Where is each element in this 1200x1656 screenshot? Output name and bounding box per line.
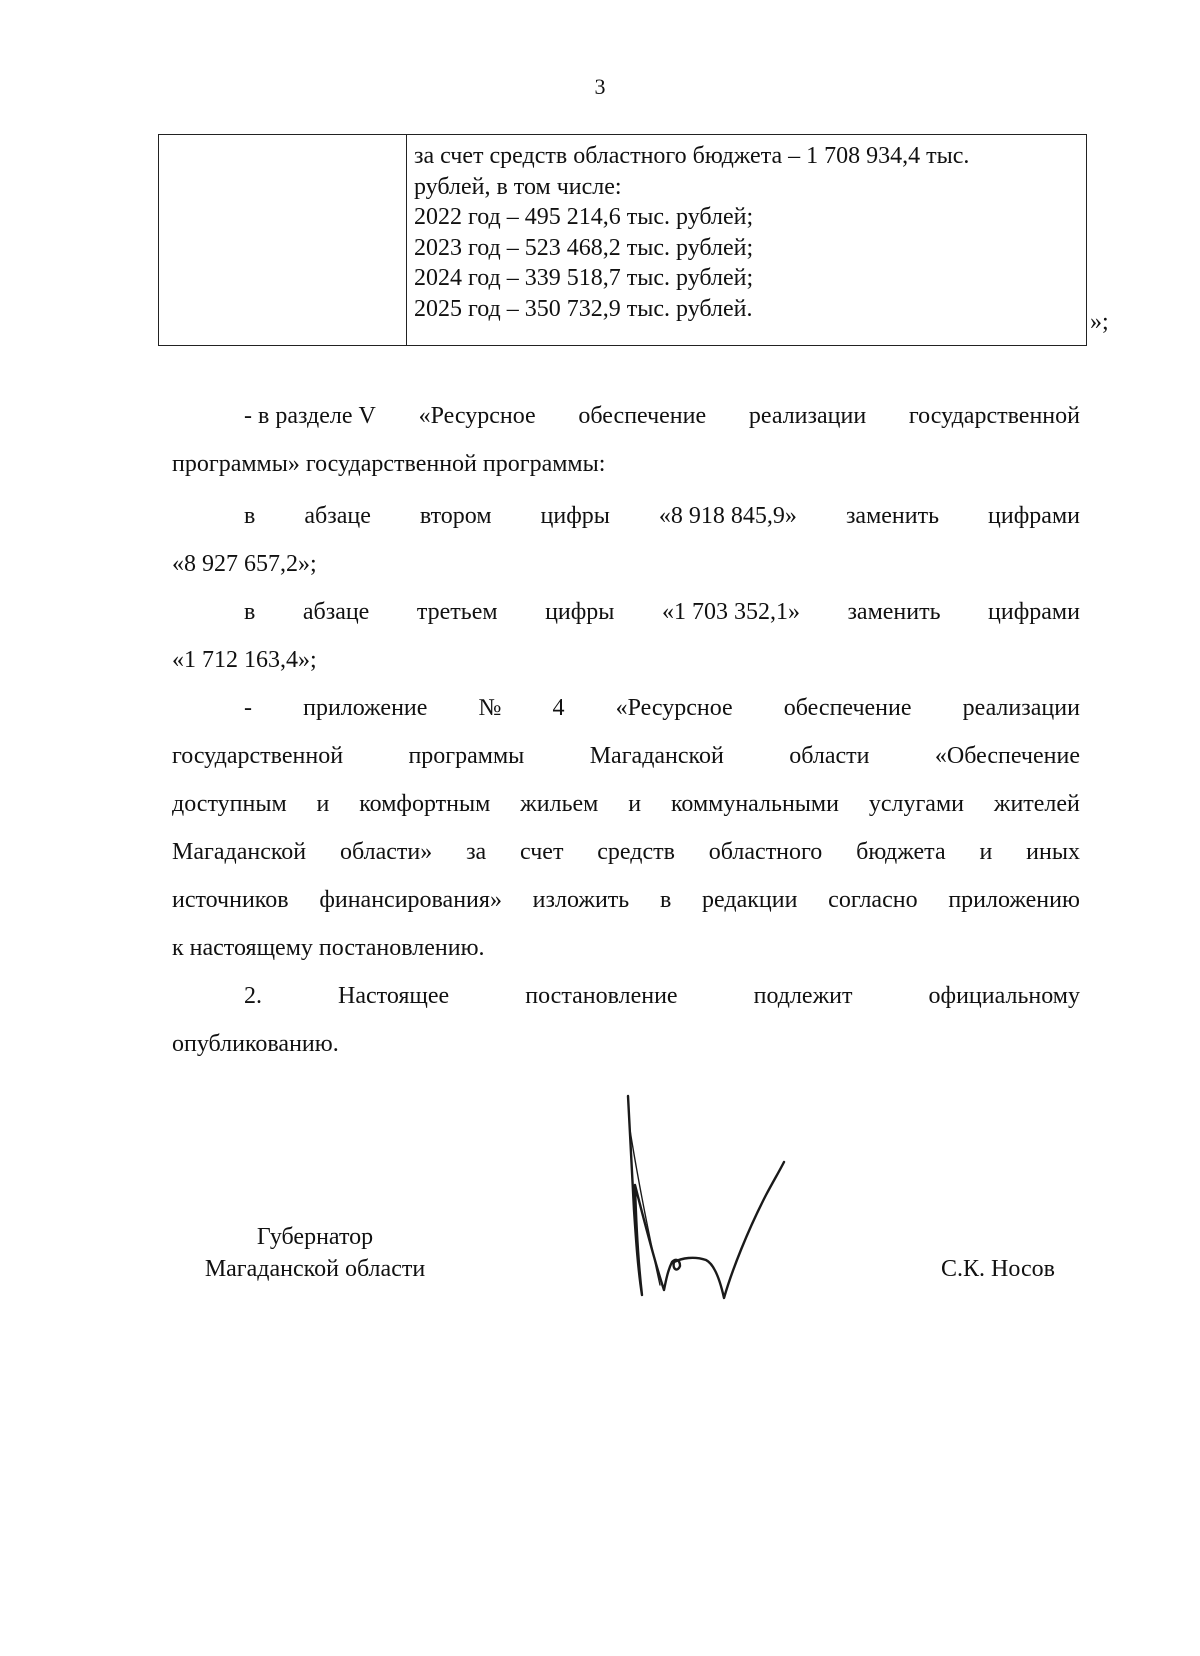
justified-line <box>172 392 1080 440</box>
word: втором <box>419 503 492 529</box>
word: цифрами <box>988 599 1080 625</box>
word: реализации <box>748 403 867 429</box>
signer-position: Губернатор <box>256 1224 374 1250</box>
table-line: рублей, в том числе: <box>414 173 622 200</box>
word: редакции <box>702 887 798 913</box>
justified-line <box>172 492 1080 540</box>
closing-quote: »; <box>1090 309 1109 335</box>
text-line: «8 927 657,2»; <box>172 551 317 577</box>
table-line: за счет средств областного бюджета – 1 708 934,4 тыс. <box>414 143 970 169</box>
word: - <box>244 695 252 721</box>
word: приложение <box>303 695 428 721</box>
word: приложению <box>948 887 1080 913</box>
word: жильем <box>520 791 599 817</box>
word: абзаце <box>304 503 371 529</box>
word: подлежит <box>753 983 853 1009</box>
table-empty-cell <box>159 135 407 345</box>
word: реализации <box>962 695 1080 721</box>
word: области <box>789 743 870 769</box>
word: доступным <box>172 791 287 817</box>
signer-title <box>185 1221 445 1285</box>
word: жителей <box>993 791 1080 817</box>
word: области» <box>339 839 433 865</box>
word: в <box>659 887 672 913</box>
word: заменить <box>845 503 940 529</box>
word: государственной <box>908 403 1080 429</box>
word: Магаданской <box>172 839 307 865</box>
word: программы <box>408 743 525 769</box>
word: «Обеспечение <box>934 743 1080 769</box>
justified-line <box>172 684 1080 732</box>
justified-line <box>172 780 1080 828</box>
text-line: опубликованию. <box>172 1031 339 1057</box>
word: «Ресурсное <box>418 403 536 429</box>
word: в <box>244 599 256 625</box>
justified-line <box>172 876 1080 924</box>
text-line: к настоящему постановлению. <box>172 935 485 961</box>
word: «8 918 845,9» <box>658 503 797 529</box>
table-line: 2022 год – 495 214,6 тыс. рублей; <box>414 204 754 230</box>
justified-line <box>172 732 1080 780</box>
word: заменить <box>847 599 941 625</box>
word: иных <box>1026 839 1080 865</box>
word: согласно <box>828 887 918 913</box>
table-line: 2023 год – 523 468,2 тыс. рублей; <box>414 234 754 261</box>
word: Магаданской <box>589 743 724 769</box>
word: 4 <box>552 695 565 721</box>
word: комфортным <box>359 791 491 817</box>
word: и <box>628 791 642 817</box>
paragraph-second-abzac <box>172 492 1080 588</box>
word: изложить <box>532 887 630 913</box>
word: счет <box>520 839 564 865</box>
signer-region: Магаданской области <box>204 1256 426 1282</box>
word: абзаце <box>302 599 370 625</box>
word: и <box>316 791 330 817</box>
word: № <box>478 695 502 721</box>
table-funding-cell <box>414 141 1080 324</box>
budget-table <box>158 134 1087 346</box>
word: средств <box>597 839 675 865</box>
word: Настоящее <box>338 983 450 1009</box>
word: обеспечение <box>578 403 707 429</box>
handwritten-signature <box>620 1090 820 1310</box>
word: в <box>244 503 256 529</box>
word: официальному <box>928 983 1080 1009</box>
word: финансирования» <box>319 887 502 913</box>
word: за <box>466 839 487 865</box>
table-line: 2024 год – 339 518,7 тыс. рублей; <box>414 265 754 291</box>
justified-line <box>172 828 1080 876</box>
text-line: программы» государственной программы: <box>172 451 606 477</box>
word: цифрами <box>988 503 1080 529</box>
paragraph-section-v <box>172 392 1080 488</box>
word: услугами <box>868 791 964 817</box>
text-line: «1 712 163,4»; <box>172 647 317 673</box>
justified-line <box>172 588 1080 636</box>
word: бюджета <box>856 839 946 865</box>
word: коммунальными <box>670 791 839 817</box>
word: и <box>979 839 993 865</box>
word: «1 703 352,1» <box>661 599 800 625</box>
word: цифры <box>545 599 615 625</box>
word: постановление <box>525 983 678 1009</box>
word: областного <box>708 839 823 865</box>
paragraph-publication <box>172 972 1080 1068</box>
word: источников <box>172 887 289 913</box>
word: - в разделе V <box>244 403 376 429</box>
signer-name: С.К. Носов <box>941 1256 1055 1282</box>
table-line: 2025 год – 350 732,9 тыс. рублей. <box>414 295 753 322</box>
paragraph-third-abzac <box>172 588 1080 684</box>
justified-line <box>172 972 1080 1020</box>
word: «Ресурсное <box>615 695 733 721</box>
word: обеспечение <box>783 695 912 721</box>
word: 2. <box>244 983 262 1009</box>
word: государственной <box>172 743 344 769</box>
word: третьем <box>416 599 498 625</box>
word: цифры <box>540 503 610 529</box>
paragraph-appendix-4 <box>172 684 1080 972</box>
page-number: 3 <box>594 74 606 99</box>
